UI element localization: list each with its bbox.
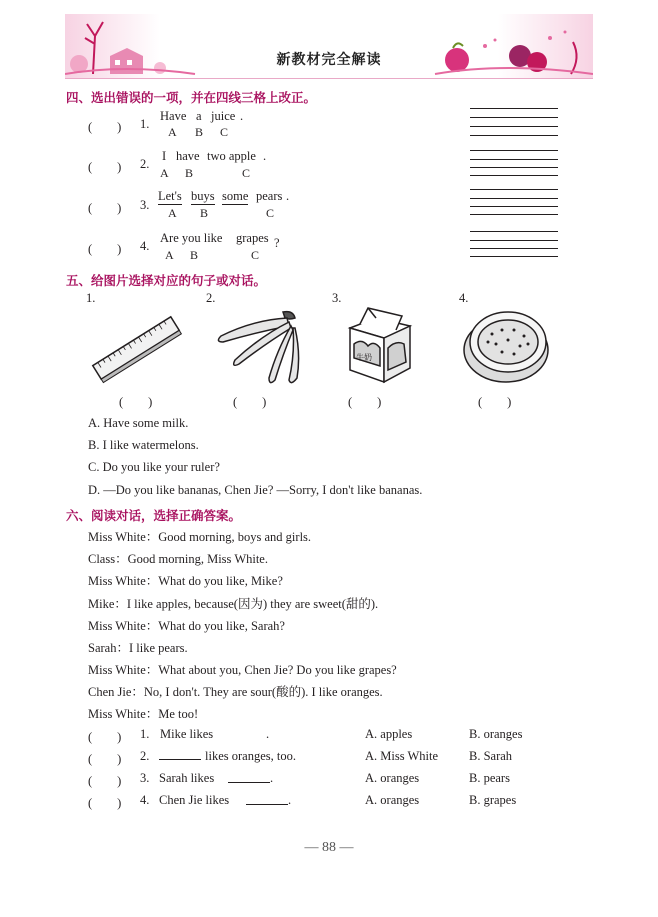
s4-q2-word-end: .	[263, 149, 267, 163]
s4-q3-paren: ( )	[88, 201, 122, 215]
s4-q1-word-c: juice	[211, 109, 236, 123]
s6-q3-stem: Sarah likes	[159, 771, 215, 785]
s6-q3-option-b: B. pears	[469, 771, 510, 785]
s6-q4-stem: Chen Jie likes	[159, 793, 230, 807]
s6-q1-paren[interactable]: ( )	[88, 730, 122, 744]
s4-q1-paren: ( )	[88, 120, 122, 134]
section5-title: 五、给图片选择对应的句子或对话。	[66, 273, 267, 288]
ruler-icon	[86, 312, 186, 384]
s4-q3-num: 3.	[140, 198, 150, 212]
section6-title: 六、阅读对话，选择正确答案。	[66, 508, 242, 523]
s6-q2-stem: likes oranges, too.	[205, 749, 296, 763]
s4-q1-word-a: Have	[160, 109, 187, 123]
dialogue-line-5: Miss White：What do you like, Sarah?	[88, 619, 285, 633]
s4-q3-letter-c: C	[266, 206, 275, 220]
s4-q2-num: 2.	[140, 157, 150, 171]
s6-q2-blank[interactable]	[159, 759, 201, 760]
s4-q3-word-b: buys	[191, 189, 215, 203]
s5-option-d: D. —Do you like bananas, Chen Jie? —Sorry, I don't like bananas.	[88, 483, 423, 497]
s6-q2-option-a: A. Miss White	[365, 749, 439, 763]
s4-q1-num: 1.	[140, 117, 150, 131]
s4-q2-word-b: have	[176, 149, 200, 163]
s6-q3-paren[interactable]: ( )	[88, 774, 122, 788]
s5-option-b: B. I like watermelons.	[88, 438, 199, 452]
s6-q2-paren[interactable]: ( )	[88, 752, 122, 766]
s5-pic1-paren[interactable]: ( )	[119, 395, 153, 409]
bananas-icon	[213, 306, 305, 388]
dialogue-line-7: Miss White：What about you, Chen Jie? Do you like grapes?	[88, 663, 397, 677]
dialogue-line-9: Miss White：Me too!	[88, 707, 199, 721]
s6-q4-stem-end: .	[288, 793, 292, 807]
s6-q1-option-a: A. apples	[365, 727, 413, 741]
dialogue-line-2: Class：Good morning, Miss White.	[88, 552, 268, 566]
s4-q3-word-c: some	[222, 189, 249, 203]
s6-q4-paren[interactable]: ( )	[88, 796, 122, 810]
s4-q1-word-b: a	[196, 109, 202, 123]
dialogue-line-4: Mike：I like apples, because(因为) they are sweet(甜的).	[88, 597, 379, 611]
s6-q4-blank[interactable]	[246, 804, 288, 805]
s4-q2-letter-b: B	[185, 166, 194, 180]
dialogue-line-8: Chen Jie：No, I don't. They are sour(酸的). I like oranges.	[88, 685, 383, 699]
s5-pic4-num: 4.	[459, 291, 469, 305]
s4-q2-word-a: I	[162, 149, 167, 163]
dialogue-line-3: Miss White：What do you like, Mike?	[88, 574, 283, 588]
s4-q2-letter-a: A	[160, 166, 169, 180]
s4-q1-word-end: .	[240, 109, 244, 123]
watermelon-icon	[462, 300, 552, 388]
s6-q2-option-b: B. Sarah	[469, 749, 513, 763]
header-title: 新教材完全解读	[276, 52, 382, 68]
s4-q1-letter-b: B	[195, 125, 204, 139]
s5-pic3-num: 3.	[332, 291, 342, 305]
s4-q4-word-a: Are you like	[160, 231, 223, 245]
milk-carton-icon	[340, 304, 416, 386]
s6-q3-num: 3.	[140, 771, 150, 785]
dialogue-line-6: Sarah：I like pears.	[88, 641, 188, 655]
s5-pic1-num: 1.	[86, 291, 96, 305]
s4-q1-letter-a: A	[168, 125, 177, 139]
milk-carton-label: 牛奶	[356, 353, 372, 362]
s6-q4-option-a: A. oranges	[365, 793, 420, 807]
s4-q4-letter-c: C	[251, 248, 260, 262]
s4-q4-word-end: ?	[274, 236, 280, 250]
s4-q3-letter-a: A	[168, 206, 177, 220]
s4-q2-paren: ( )	[88, 160, 122, 174]
s6-q4-num: 4.	[140, 793, 150, 807]
section4-title: 四、选出错误的一项，并在四线三格上改正。	[66, 90, 317, 105]
header-divider	[65, 78, 593, 79]
s4-q4-letter-b: B	[190, 248, 199, 262]
s6-q3-option-a: A. oranges	[365, 771, 420, 785]
s6-q4-option-b: B. grapes	[469, 793, 517, 807]
s4-q4-word-b: grapes	[236, 231, 269, 245]
s4-q4-paren: ( )	[88, 242, 122, 256]
s4-q4-num: 4.	[140, 239, 150, 253]
s4-q2-word-c: two apple	[207, 149, 256, 163]
s4-q3-letter-b: B	[200, 206, 209, 220]
s4-q3-word-end: .	[286, 189, 290, 203]
s4-q1-letter-c: C	[220, 125, 229, 139]
s6-q1-num: 1.	[140, 727, 150, 741]
s6-q1-stem-end: .	[266, 727, 270, 741]
s6-q1-stem: Mike likes	[160, 727, 214, 741]
s5-pic4-paren[interactable]: ( )	[478, 395, 512, 409]
s4-q4-letter-a: A	[165, 248, 174, 262]
s6-q3-stem-end: .	[270, 771, 274, 785]
s6-q3-blank[interactable]	[228, 782, 270, 783]
s4-q2-letter-c: C	[242, 166, 251, 180]
s4-q3-word-d: pears	[256, 189, 283, 203]
s4-q3-word-a: Let's	[158, 189, 182, 203]
s5-option-c: C. Do you like your ruler?	[88, 460, 220, 474]
dialogue-line-1: Miss White：Good morning, boys and girls.	[88, 530, 312, 544]
s6-q1-option-b: B. oranges	[469, 727, 523, 741]
page-number: — 88 —	[304, 840, 354, 855]
s5-pic2-num: 2.	[206, 291, 216, 305]
s5-option-a: A. Have some milk.	[88, 416, 189, 430]
s5-pic2-paren[interactable]: ( )	[233, 395, 267, 409]
s6-q2-num: 2.	[140, 749, 150, 763]
s5-pic3-paren[interactable]: ( )	[348, 395, 382, 409]
